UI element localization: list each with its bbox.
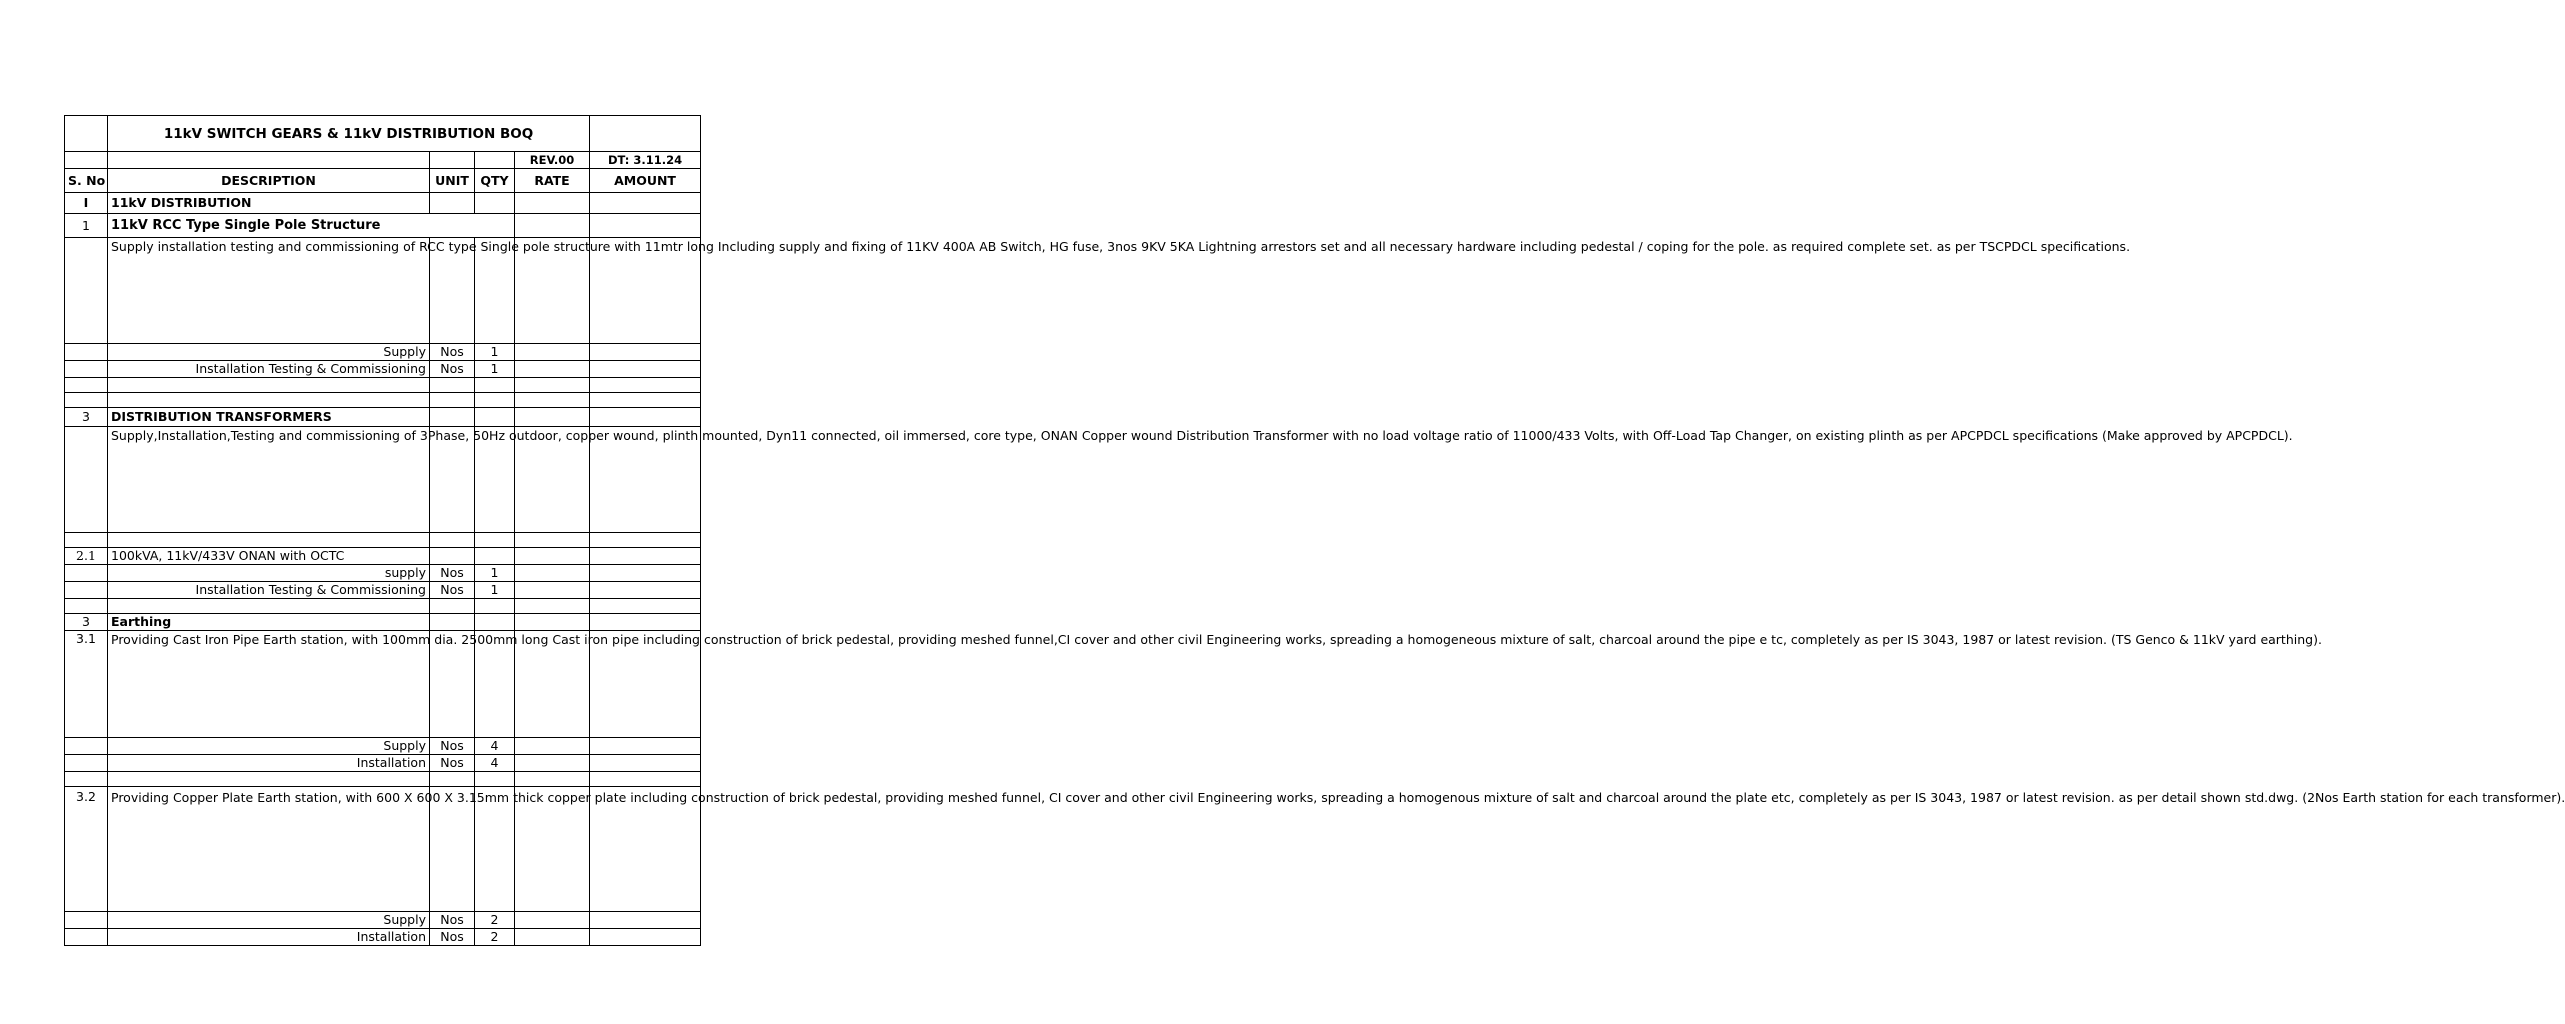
- header-unit: UNIT: [430, 169, 475, 193]
- revision-row: [65, 152, 701, 169]
- row-label: Installation Testing & Commissioning: [108, 582, 430, 599]
- boq-table: [64, 115, 2565, 946]
- row-qty: 1: [475, 582, 515, 599]
- row-unit: Nos: [430, 565, 475, 582]
- blank-row: [65, 772, 701, 787]
- row-qty: 1: [475, 361, 515, 378]
- blank-row: [65, 599, 701, 614]
- table-row: [65, 344, 701, 361]
- row-qty: 2: [475, 912, 515, 929]
- header-sno: S. No: [65, 169, 108, 193]
- header-description: DESCRIPTION: [108, 169, 430, 193]
- row-label: Supply: [108, 912, 430, 929]
- item-description: Providing Cast Iron Pipe Earth station, with 100mm dia. 2500mm long Cast iron pipe including construction of brick pedestal, providing meshed funnel,CI cover and other civil Engineering works, spreading a homogeneous mixture of salt, charcoal around the pipe e tc, completely as per IS 3043, 1987 or latest revision. (TS Genco & 11kV yard earthing).: [111, 631, 2322, 647]
- section-sno: I: [65, 193, 108, 214]
- section-title: Earthing: [108, 614, 430, 631]
- item-sno: 2.1: [65, 548, 108, 565]
- header-amount: AMOUNT: [590, 169, 701, 193]
- item-title: 100kVA, 11kV/433V ONAN with OCTC: [108, 548, 430, 565]
- title-row: [65, 116, 701, 152]
- row-qty: 1: [475, 565, 515, 582]
- item-description-row: [65, 631, 701, 738]
- item-title: DISTRIBUTION TRANSFORMERS: [108, 408, 430, 427]
- item-description: Providing Copper Plate Earth station, with 600 X 600 X 3.15mm thick copper plate including construction of brick pedestal, providing meshed funnel, CI cover and other civil Engineering works, spreading a homogenous mixture of salt and charcoal around the plate etc, completely as per IS 3043, 1987 or latest revision. as per detail shown std.dwg. (2Nos Earth station for each transformer).: [111, 789, 2565, 805]
- table-row: [65, 738, 701, 755]
- section-title: 11kV DISTRIBUTION: [108, 193, 430, 214]
- row-label: Installation: [108, 929, 430, 946]
- revision-label: REV.00: [515, 152, 590, 169]
- table-row: [65, 929, 701, 946]
- row-qty: 2: [475, 929, 515, 946]
- header-row: [65, 169, 701, 193]
- item-title-row: [65, 548, 701, 565]
- item-sno: 3.1: [65, 631, 108, 738]
- item-description-row: [65, 787, 701, 912]
- item-description: Supply installation testing and commissioning of RCC type Single pole structure with 11mtr long Including supply and fixing of 11KV 400A AB Switch, HG fuse, 3nos 9KV 5KA Lightning arrestors set and all necessary hardware including pedestal / coping for the pole. as required complete set. as per TSCPDCL specifications.: [111, 238, 2131, 254]
- row-unit: Nos: [430, 912, 475, 929]
- row-qty: 1: [475, 344, 515, 361]
- row-label: Supply: [108, 738, 430, 755]
- item-title: 11kV RCC Type Single Pole Structure: [108, 214, 515, 238]
- section-sno: 3: [65, 614, 108, 631]
- row-label: Installation Testing & Commissioning: [108, 361, 430, 378]
- item-title-row: [65, 408, 701, 427]
- table-row: [65, 361, 701, 378]
- row-unit: Nos: [430, 929, 475, 946]
- blank-row: [65, 393, 701, 408]
- item-description-row: [65, 238, 701, 344]
- table-row: [65, 582, 701, 599]
- date-label: DT: 3.11.24: [590, 152, 701, 169]
- table-row: [65, 755, 701, 772]
- row-unit: Nos: [430, 582, 475, 599]
- item-description: Supply,Installation,Testing and commissioning of 3Phase, 50Hz outdoor, copper wound, plinth mounted, Dyn11 connected, oil immersed, core type, ONAN Copper wound Distribution Transformer with no load voltage ratio of 11000/433 Volts, with Off-Load Tap Changer, on existing plinth as per APCPDCL specifications (Make approved by APCPDCL).: [111, 427, 2293, 443]
- section-row: [65, 614, 701, 631]
- row-unit: Nos: [430, 755, 475, 772]
- header-qty: QTY: [475, 169, 515, 193]
- blank-row: [65, 533, 701, 548]
- row-qty: 4: [475, 755, 515, 772]
- header-rate: RATE: [515, 169, 590, 193]
- table-row: [65, 565, 701, 582]
- item-sno: 3.2: [65, 787, 108, 912]
- table-row: [65, 912, 701, 929]
- row-unit: Nos: [430, 361, 475, 378]
- item-title-row: [65, 214, 701, 238]
- item-description-row: [65, 427, 701, 533]
- blank-row: [65, 378, 701, 393]
- item-sno: 1: [65, 214, 108, 238]
- section-row: [65, 193, 701, 214]
- item-sno: 3: [65, 408, 108, 427]
- row-label: Supply: [108, 344, 430, 361]
- row-qty: 4: [475, 738, 515, 755]
- row-unit: Nos: [430, 344, 475, 361]
- row-unit: Nos: [430, 738, 475, 755]
- row-label: Installation: [108, 755, 430, 772]
- row-label: supply: [108, 565, 430, 582]
- document-title: 11kV SWITCH GEARS & 11kV DISTRIBUTION BOQ: [108, 116, 590, 152]
